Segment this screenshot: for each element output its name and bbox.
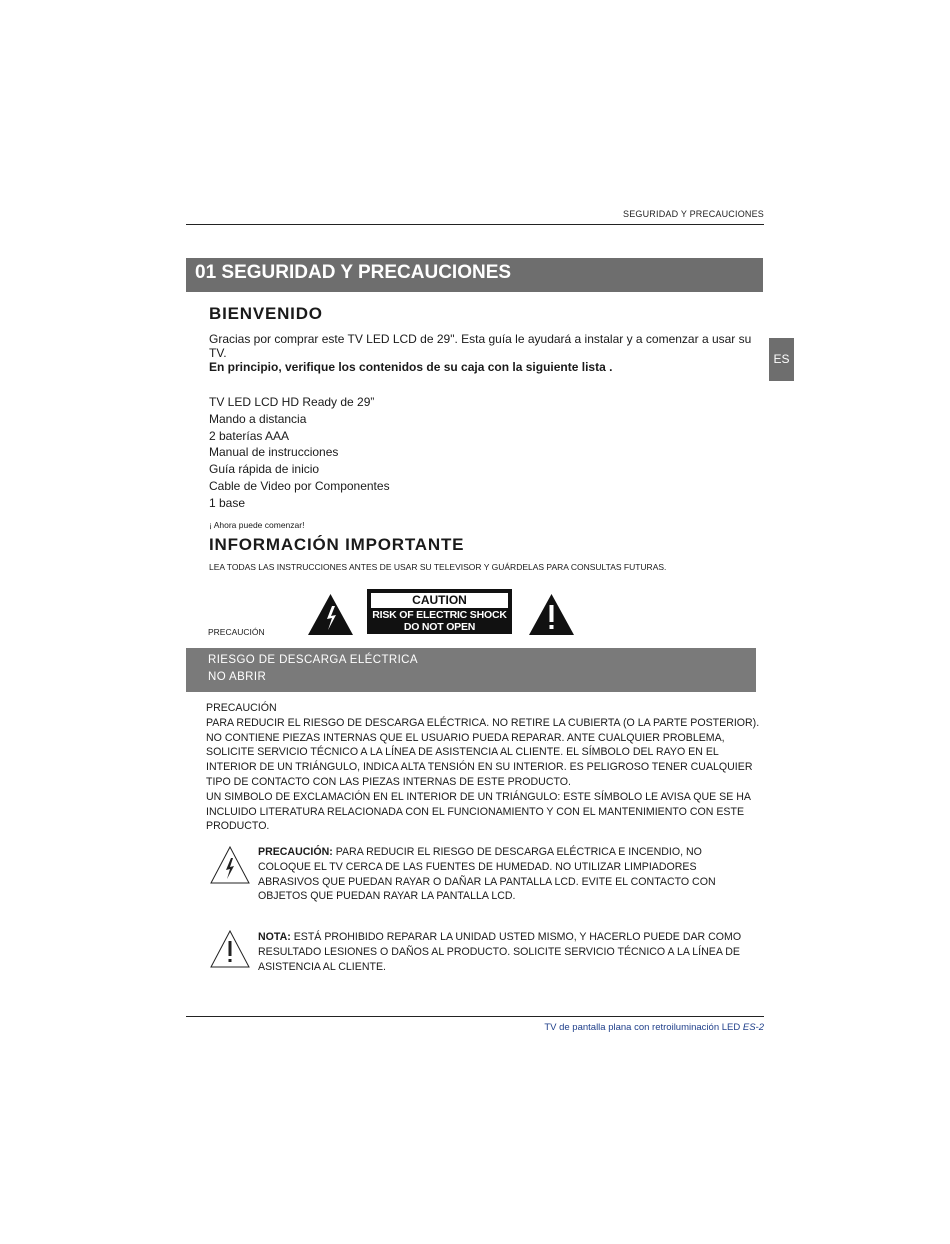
intro-text: Gracias por comprar este TV LED LCD de 29". Esta guía le ayudará a instalar y a comenzar a usar su TV. (209, 332, 752, 360)
language-tab: ES (769, 338, 794, 381)
notice-text: PARA REDUCIR EL RIESGO DE DESCARGA ELÉCTRICA E INCENDIO, NO COLOQUE EL TV CERCA DE LAS FUENTES DE HUMEDAD. NO UTILIZAR LIMPIADORES ABRASIVOS QUE PUEDAN RAYAR O DAÑAR LA PANTALLA LCD. EVITE EL CONTACTO CON OBJETOS QUE PUEDAN RAYAR LA PANTALLA LCD. (258, 846, 716, 903)
notice-label: NOTA: (258, 931, 291, 943)
header-rule (186, 224, 764, 225)
important-heading: INFORMACIÓN IMPORTANTE (209, 535, 465, 554)
section-title: 01 SEGURIDAD Y PRECAUCIONES (195, 262, 512, 283)
precaution-title: PRECAUCIÓN (206, 702, 277, 714)
lightning-warning-icon (307, 593, 354, 636)
welcome-intro (209, 332, 754, 374)
caution-title: CAUTION (371, 593, 508, 608)
footer-rule (186, 1016, 764, 1017)
running-header: SEGURIDAD Y PRECAUCIONES (623, 209, 764, 219)
caution-label (367, 589, 512, 634)
list-item: Guía rápida de inicio (209, 462, 320, 477)
list-item: 2 baterías AAA (209, 428, 290, 443)
section-banner (186, 258, 763, 292)
exclamation-text: UN SIMBOLO DE EXCLAMACIÓN EN EL INTERIOR DE UN TRIÁNGULO: ESTE SÍMBOLO LE AVISA QUE SE HA INCLUIDO LITERATURA RELACIONADA CON EL FUNCIONAMIENTO Y CON EL MANTENIMIENTO CON ESTE PRODUCTO. (206, 790, 751, 833)
lightning-warning-icon (209, 845, 251, 885)
notice-label: PRECAUCIÓN: (258, 846, 333, 858)
precaution-body (206, 701, 766, 834)
welcome-heading: BIENVENIDO (209, 304, 323, 323)
start-note: ¡ Ahora puede comenzar! (209, 520, 305, 530)
precaution-text: PARA REDUCIR EL RIESGO DE DESCARGA ELÉCTRICA. NO RETIRE LA CUBIERTA (O LA PARTE POSTERIOR). NO CONTIENE PIEZAS INTERNAS QUE EL USUARIO PUEDA REPARAR. ANTE CUALQUIER PROBLEMA, SOLICITE SERVICIO TÉCNICO A LA LÍNEA DE ASISTENCIA AL CLIENTE. EL SÍMBOLO DEL RAYO EN EL INTERIOR DE UN TRIÁNGULO, INDICA ALTA TENSIÓN EN SU INTERIOR. ES PELIGROSO TENER CUALQUIER TIPO DE CONTACTO CON LAS PIEZAS INTERNAS DE ESTE PRODUCTO. (206, 716, 760, 788)
read-instructions-note: LEA TODAS LAS INSTRUCCIONES ANTES DE USAR SU TELEVISOR Y GUÁRDELAS PARA CONSULTAS FUTURAS. (209, 562, 667, 572)
page-footer (450, 1022, 764, 1033)
list-item: 1 base (209, 495, 246, 510)
footer-product: TV de pantalla plana con retroiluminación LED (544, 1022, 741, 1033)
notice-text: ESTÁ PROHIBIDO REPARAR LA UNIDAD USTED MISMO, Y HACERLO PUEDE DAR COMO RESULTADO LESIONES O DAÑOS AL PRODUCTO. SOLICITE SERVICIO TÉCNICO A LA LÍNEA DE ASISTENCIA AL CLIENTE. (258, 931, 742, 973)
page-number: ES-2 (742, 1022, 764, 1033)
precaution-label: PRECAUCIÓN (208, 627, 265, 637)
notice-nota (258, 930, 748, 974)
check-contents-instruction: En principio, verifique los contenidos de su caja con la siguiente lista . (209, 360, 613, 374)
list-item: Mando a distancia (209, 411, 307, 426)
risk-bar (186, 648, 756, 692)
caution-line-1: RISK OF ELECTRIC SHOCK (372, 609, 507, 621)
caution-line-2: DO NOT OPEN (403, 621, 476, 633)
exclamation-warning-icon (528, 593, 575, 636)
risk-line-1: RIESGO DE DESCARGA ELÉCTRICA (208, 654, 418, 666)
list-item: TV LED LCD HD Ready de 29” (209, 395, 375, 409)
risk-line-2: NO ABRIR (208, 671, 267, 683)
notice-precaution (258, 845, 748, 904)
list-item: Manual de instrucciones (209, 445, 339, 460)
list-item: Cable de Video por Componentes (209, 478, 390, 493)
box-contents-list (209, 394, 390, 512)
exclamation-warning-icon (209, 929, 251, 969)
